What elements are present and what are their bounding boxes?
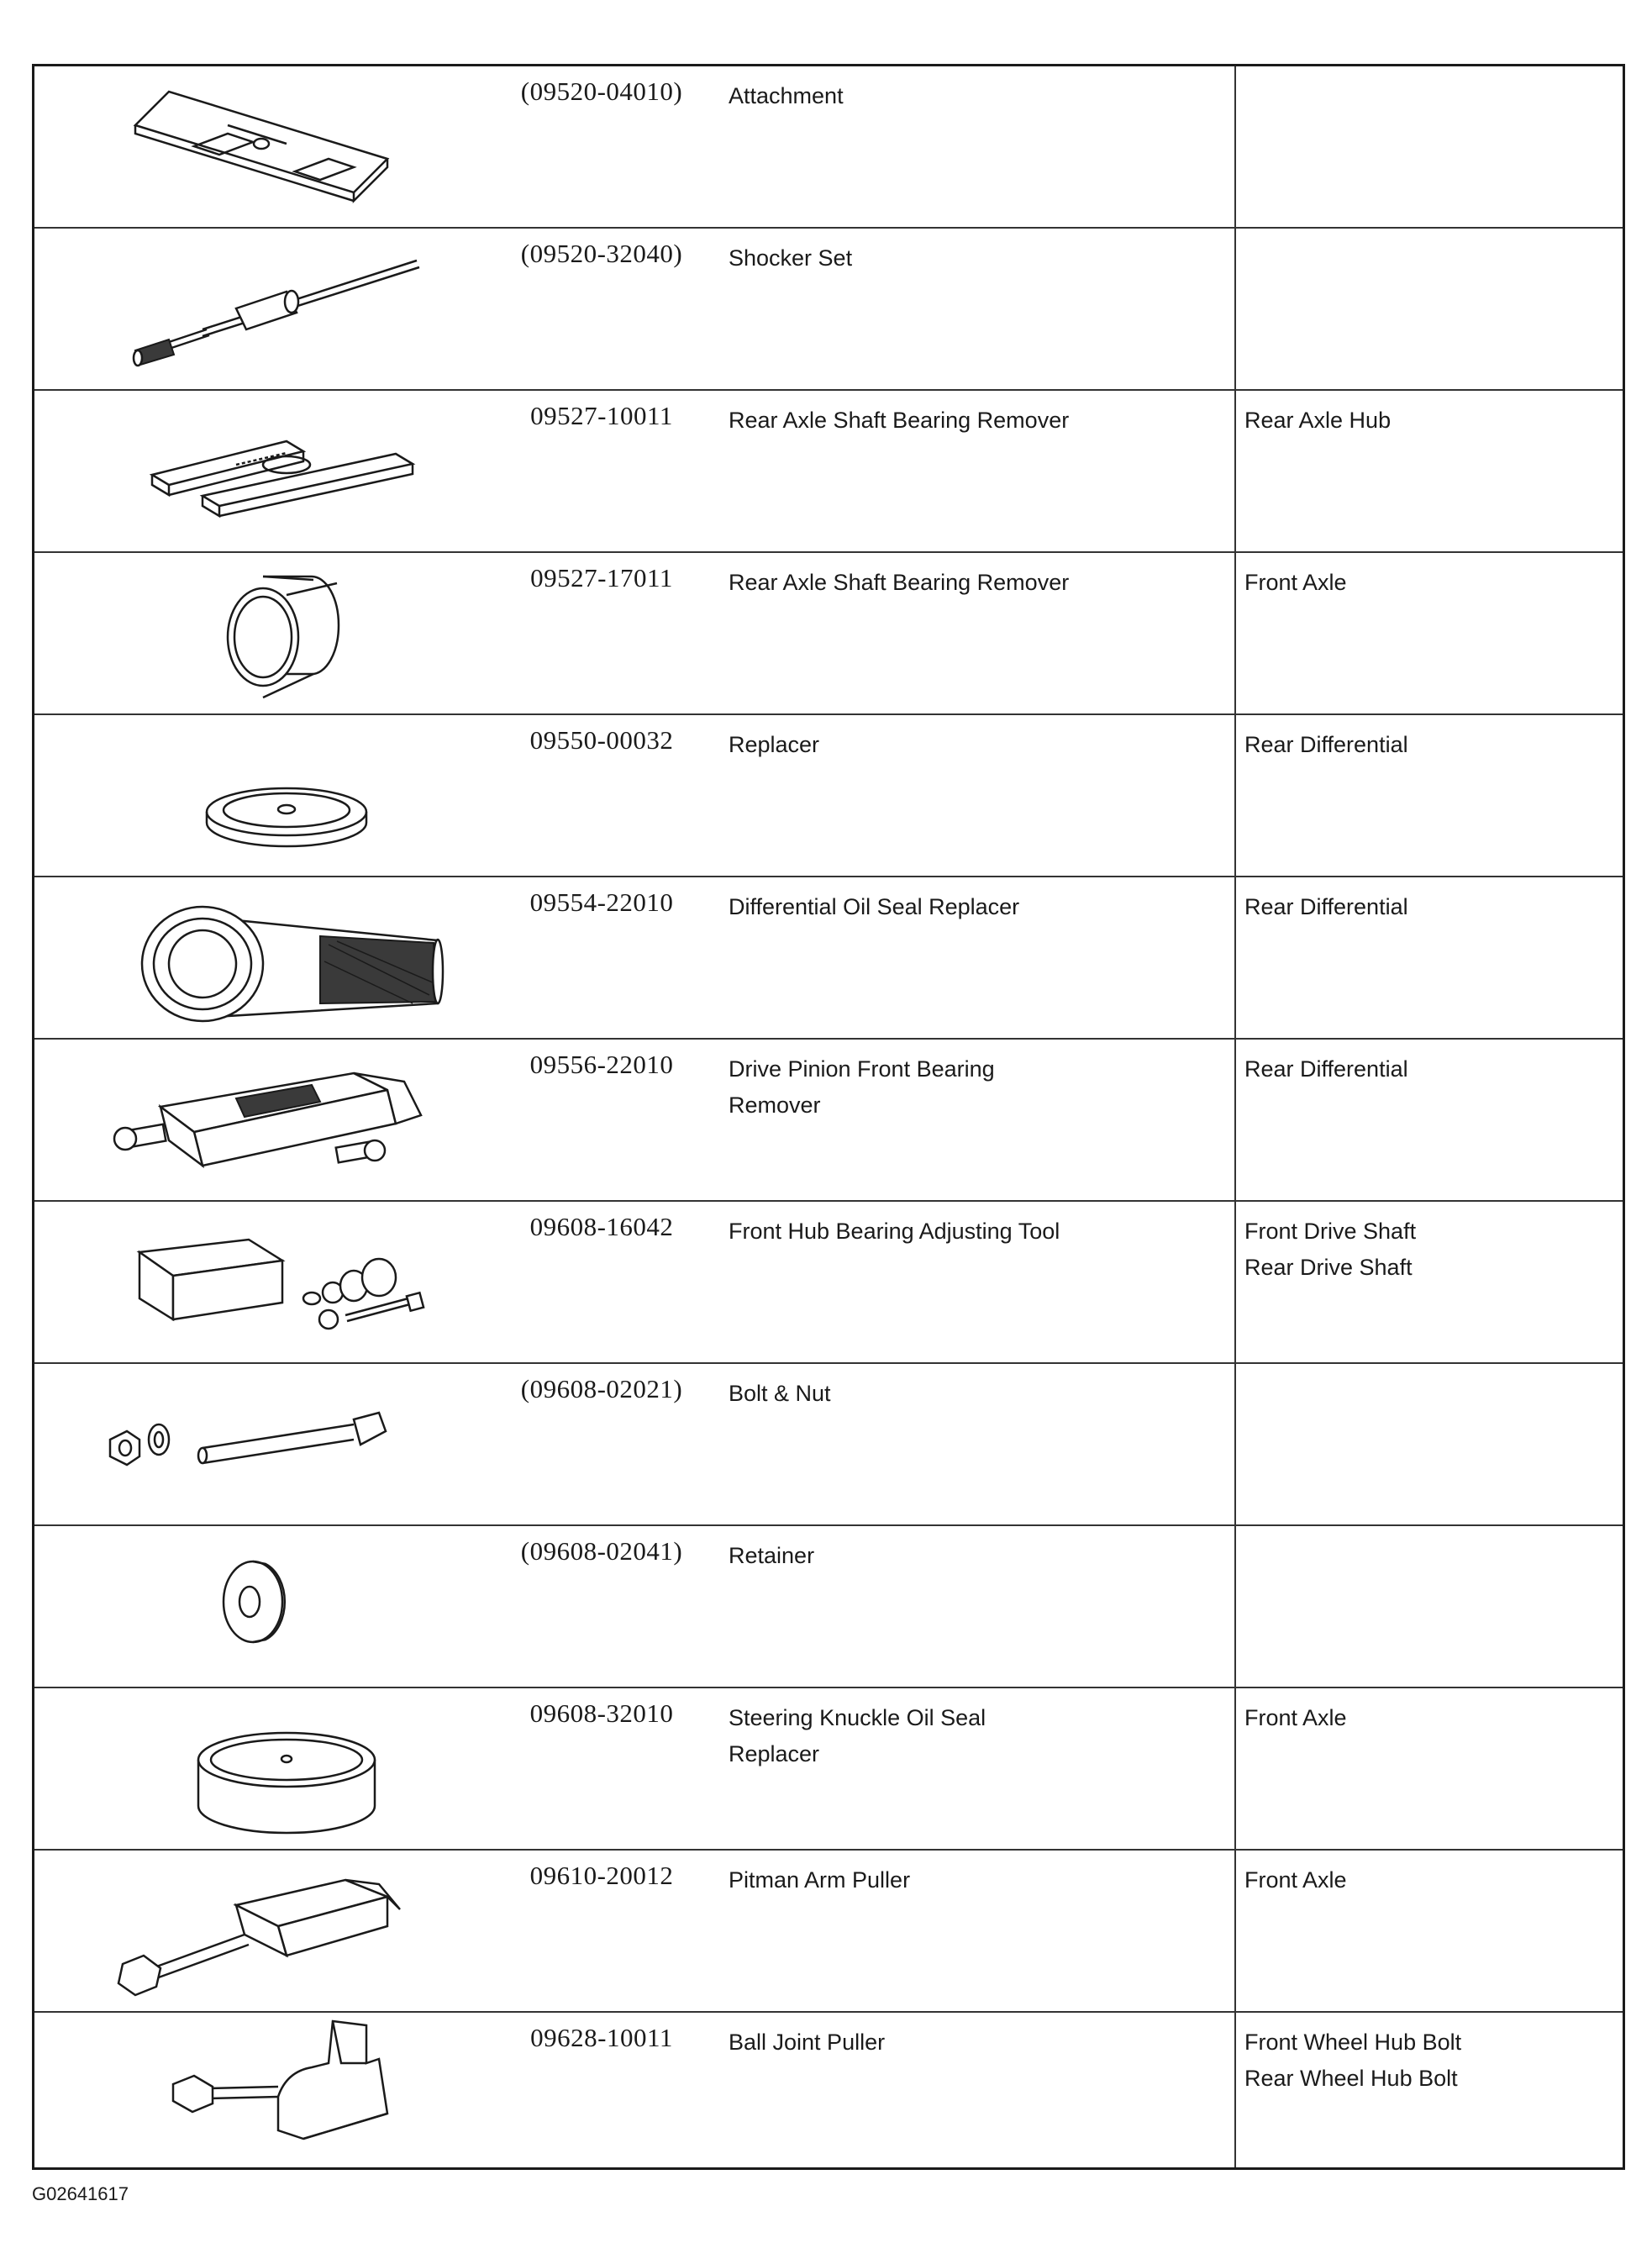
tool-name: Attachment — [729, 83, 844, 108]
part-number: 09554-22010 — [529, 887, 674, 917]
table-row — [34, 229, 1623, 391]
slide-hammer-icon — [34, 229, 492, 388]
tool-use: Front Axle — [1244, 570, 1347, 595]
table-row — [34, 391, 1623, 553]
tool-use: Front Axle — [1244, 1705, 1347, 1730]
tool-name: Differential Oil Seal Replacer — [729, 894, 1020, 919]
bolt-nut-icon — [34, 1364, 492, 1524]
part-number: 09556-22010 — [529, 1050, 674, 1079]
figure-caption: G02641617 — [32, 2183, 129, 2204]
special-tools-table — [32, 64, 1625, 2170]
pitman-puller-icon — [34, 1851, 492, 2010]
column-divider — [1234, 66, 1236, 2167]
tool-use: Front Wheel Hub Bolt Rear Wheel Hub Bolt — [1244, 2030, 1462, 2091]
tool-name: Front Hub Bearing Adjusting Tool — [729, 1219, 1060, 1244]
part-number: 09550-00032 — [529, 725, 674, 755]
part-number: (09520-32040) — [520, 239, 683, 268]
part-number: 09608-16042 — [529, 1212, 674, 1241]
part-number: (09608-02041) — [520, 1536, 683, 1566]
tool-name: Ball Joint Puller — [729, 2030, 886, 2055]
tool-name: Replacer — [729, 732, 820, 757]
tool-name: Bolt & Nut — [729, 1381, 831, 1406]
table-row — [34, 1851, 1623, 2013]
tool-kit-icon — [34, 1202, 492, 1361]
seal-cup-icon — [34, 1688, 492, 1848]
table-row — [34, 1364, 1623, 1526]
part-number: 09608-32010 — [529, 1698, 674, 1728]
tool-name: Drive Pinion Front Bearing Remover — [729, 1056, 995, 1118]
tool-use: Front Axle — [1244, 1867, 1347, 1893]
tool-name: Retainer — [729, 1543, 815, 1568]
tool-name: Shocker Set — [729, 245, 853, 271]
table-row — [34, 877, 1623, 1040]
table-row — [34, 1688, 1623, 1851]
washer-icon — [34, 1526, 492, 1686]
bearing-remover-icon — [34, 1040, 492, 1199]
table-row — [34, 1202, 1623, 1364]
tool-use: Rear Differential — [1244, 894, 1408, 919]
part-number: (09520-04010) — [520, 76, 683, 106]
table-row — [34, 715, 1623, 877]
table-row — [34, 2013, 1623, 2175]
seal-replacer-icon — [34, 877, 492, 1037]
tool-name: Rear Axle Shaft Bearing Remover — [729, 408, 1070, 433]
tool-use: Rear Differential — [1244, 1056, 1408, 1082]
part-number: (09608-02021) — [520, 1374, 683, 1403]
tool-use: Rear Differential — [1244, 732, 1408, 757]
attachment-plate-icon — [34, 66, 492, 226]
ball-joint-puller-icon — [34, 2013, 492, 2172]
cylinder-cup-icon — [34, 553, 492, 713]
split-plate-icon — [34, 391, 492, 550]
tool-name: Rear Axle Shaft Bearing Remover — [729, 570, 1070, 595]
tool-name: Steering Knuckle Oil Seal Replacer — [729, 1705, 986, 1766]
flat-ring-icon — [34, 715, 492, 875]
tool-use: Rear Axle Hub — [1244, 408, 1392, 433]
table-row — [34, 553, 1623, 715]
part-number: 09527-10011 — [530, 401, 673, 430]
table-row — [34, 1040, 1623, 1202]
tool-use: Front Drive Shaft Rear Drive Shaft — [1244, 1219, 1417, 1280]
part-number: 09610-20012 — [529, 1861, 674, 1890]
table-row — [34, 66, 1623, 229]
table-row — [34, 1526, 1623, 1688]
tool-name: Pitman Arm Puller — [729, 1867, 911, 1893]
part-number: 09527-17011 — [530, 563, 673, 592]
part-number: 09628-10011 — [530, 2023, 673, 2052]
